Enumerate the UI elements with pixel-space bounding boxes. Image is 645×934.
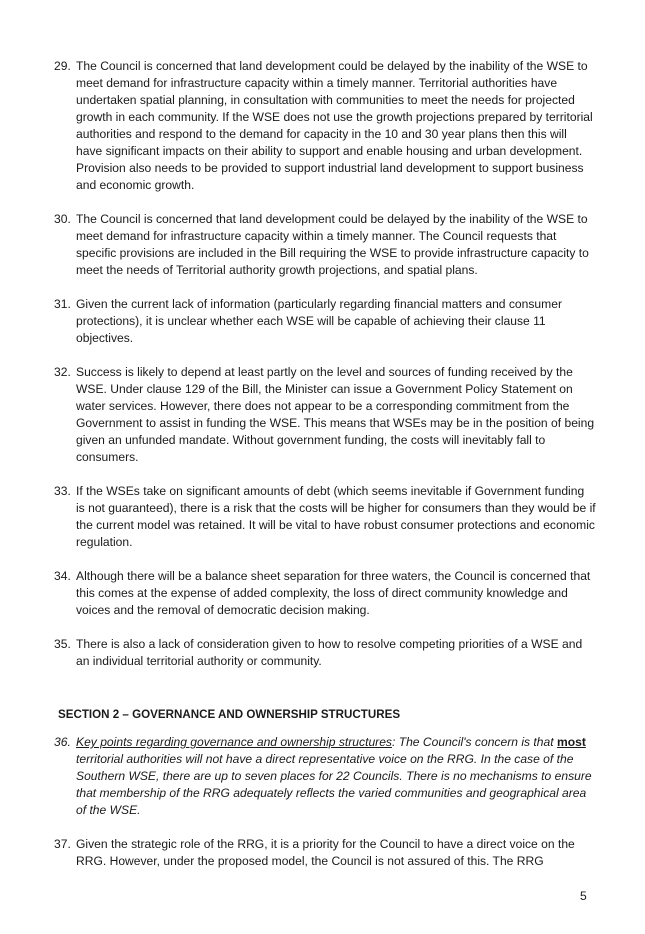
paragraph-number: 30. xyxy=(54,212,71,226)
paragraph-30 xyxy=(54,211,596,279)
paragraph-number: 36. xyxy=(54,735,71,749)
paragraph-text: Given the current lack of information (particularly regarding financial matters and consumer protections), it is unclear whether each WSE will be capable of achieving their clause 11 objectives. xyxy=(76,297,562,345)
paragraph-number: 33. xyxy=(54,484,71,498)
paragraph-number: 35. xyxy=(54,637,71,651)
paragraph-text-rest: territorial authorities will not have a direct representative voice on the RRG. In the case of the Southern WSE, there are up to seven places for 22 Councils. There is no mechanisms to ensure that membership of the RRG adequately reflects the varied communities and geographical area of the WSE. xyxy=(76,752,592,817)
paragraph-33 xyxy=(54,483,596,551)
emphasis-most: most xyxy=(556,735,586,749)
paragraph-text: Although there will be a balance sheet separation for three waters, the Council is concerned that this comes at the expense of added complexity, the loss of direct community knowledge and voices and the removal of democratic decision making. xyxy=(76,569,591,617)
paragraph-text-colon: : The Council's concern is that xyxy=(391,735,557,749)
page-number: 5 xyxy=(580,889,587,903)
paragraph-text: The Council is concerned that land development could be delayed by the inability of the WSE to meet demand for infrastructure capacity within a timely manner. The Council requests that specific provisions are included in the Bill requiring the WSE to provide infrastructure capacity to meet the needs of Territorial authority growth projections, and spatial plans. xyxy=(76,212,589,277)
paragraph-text: Given the strategic role of the RRG, it is a priority for the Council to have a direct voice on the RRG. However, under the proposed model, the Council is not assured of this. The RRG xyxy=(76,837,575,868)
paragraph-35 xyxy=(54,636,596,670)
paragraph-29 xyxy=(54,58,596,194)
paragraph-number: 37. xyxy=(54,837,71,851)
paragraph-text: The Council is concerned that land development could be delayed by the inability of the WSE to meet demand for infrastructure capacity within a timely manner. Territorial authorities have undertaken spatial planning, in consultation with communities to meet the needs for projected growth in each community. If the WSE does not use the growth projections prepared by territorial authorities and respond to the demand for capacity in the 10 and 30 year plans then this will have significant impacts on their ability to support and enable housing and urban development. Provision also needs to be provided to support industrial land development to support business and economic growth. xyxy=(76,59,593,192)
key-points-lead: Key points regarding governance and ownership structures xyxy=(76,735,392,749)
paragraph-text: If the WSEs take on significant amounts of debt (which seems inevitable if Government funding is not guaranteed), there is a risk that the costs will be higher for consumers than they would be if the current model was retained. It will be vital to have robust consumer protections and economic regulation. xyxy=(76,484,596,549)
paragraph-number: 29. xyxy=(54,59,71,73)
paragraph-31 xyxy=(54,296,596,347)
paragraph-37 xyxy=(54,836,596,870)
paragraph-34 xyxy=(54,568,596,619)
paragraph-36 xyxy=(54,734,596,819)
paragraph-number: 32. xyxy=(54,365,71,379)
paragraph-number: 31. xyxy=(54,297,71,311)
paragraph-text: Success is likely to depend at least partly on the level and sources of funding received by the WSE. Under clause 129 of the Bill, the Minister can issue a Government Policy Statement on water services. However, there does not appear to be a corresponding commitment from the Government to assist in funding the WSE. This means that WSEs may be in the position of being given an unfunded mandate. Without government funding, the costs will inevitably fall to consumers. xyxy=(76,365,595,464)
paragraph-number: 34. xyxy=(54,569,71,583)
paragraph-text: There is also a lack of consideration given to how to resolve competing priorities of a WSE and an individual territorial authority or community. xyxy=(76,637,583,668)
paragraph-32 xyxy=(54,364,596,466)
section-heading: SECTION 2 – GOVERNANCE AND OWNERSHIP STRUCTURES xyxy=(58,708,401,721)
